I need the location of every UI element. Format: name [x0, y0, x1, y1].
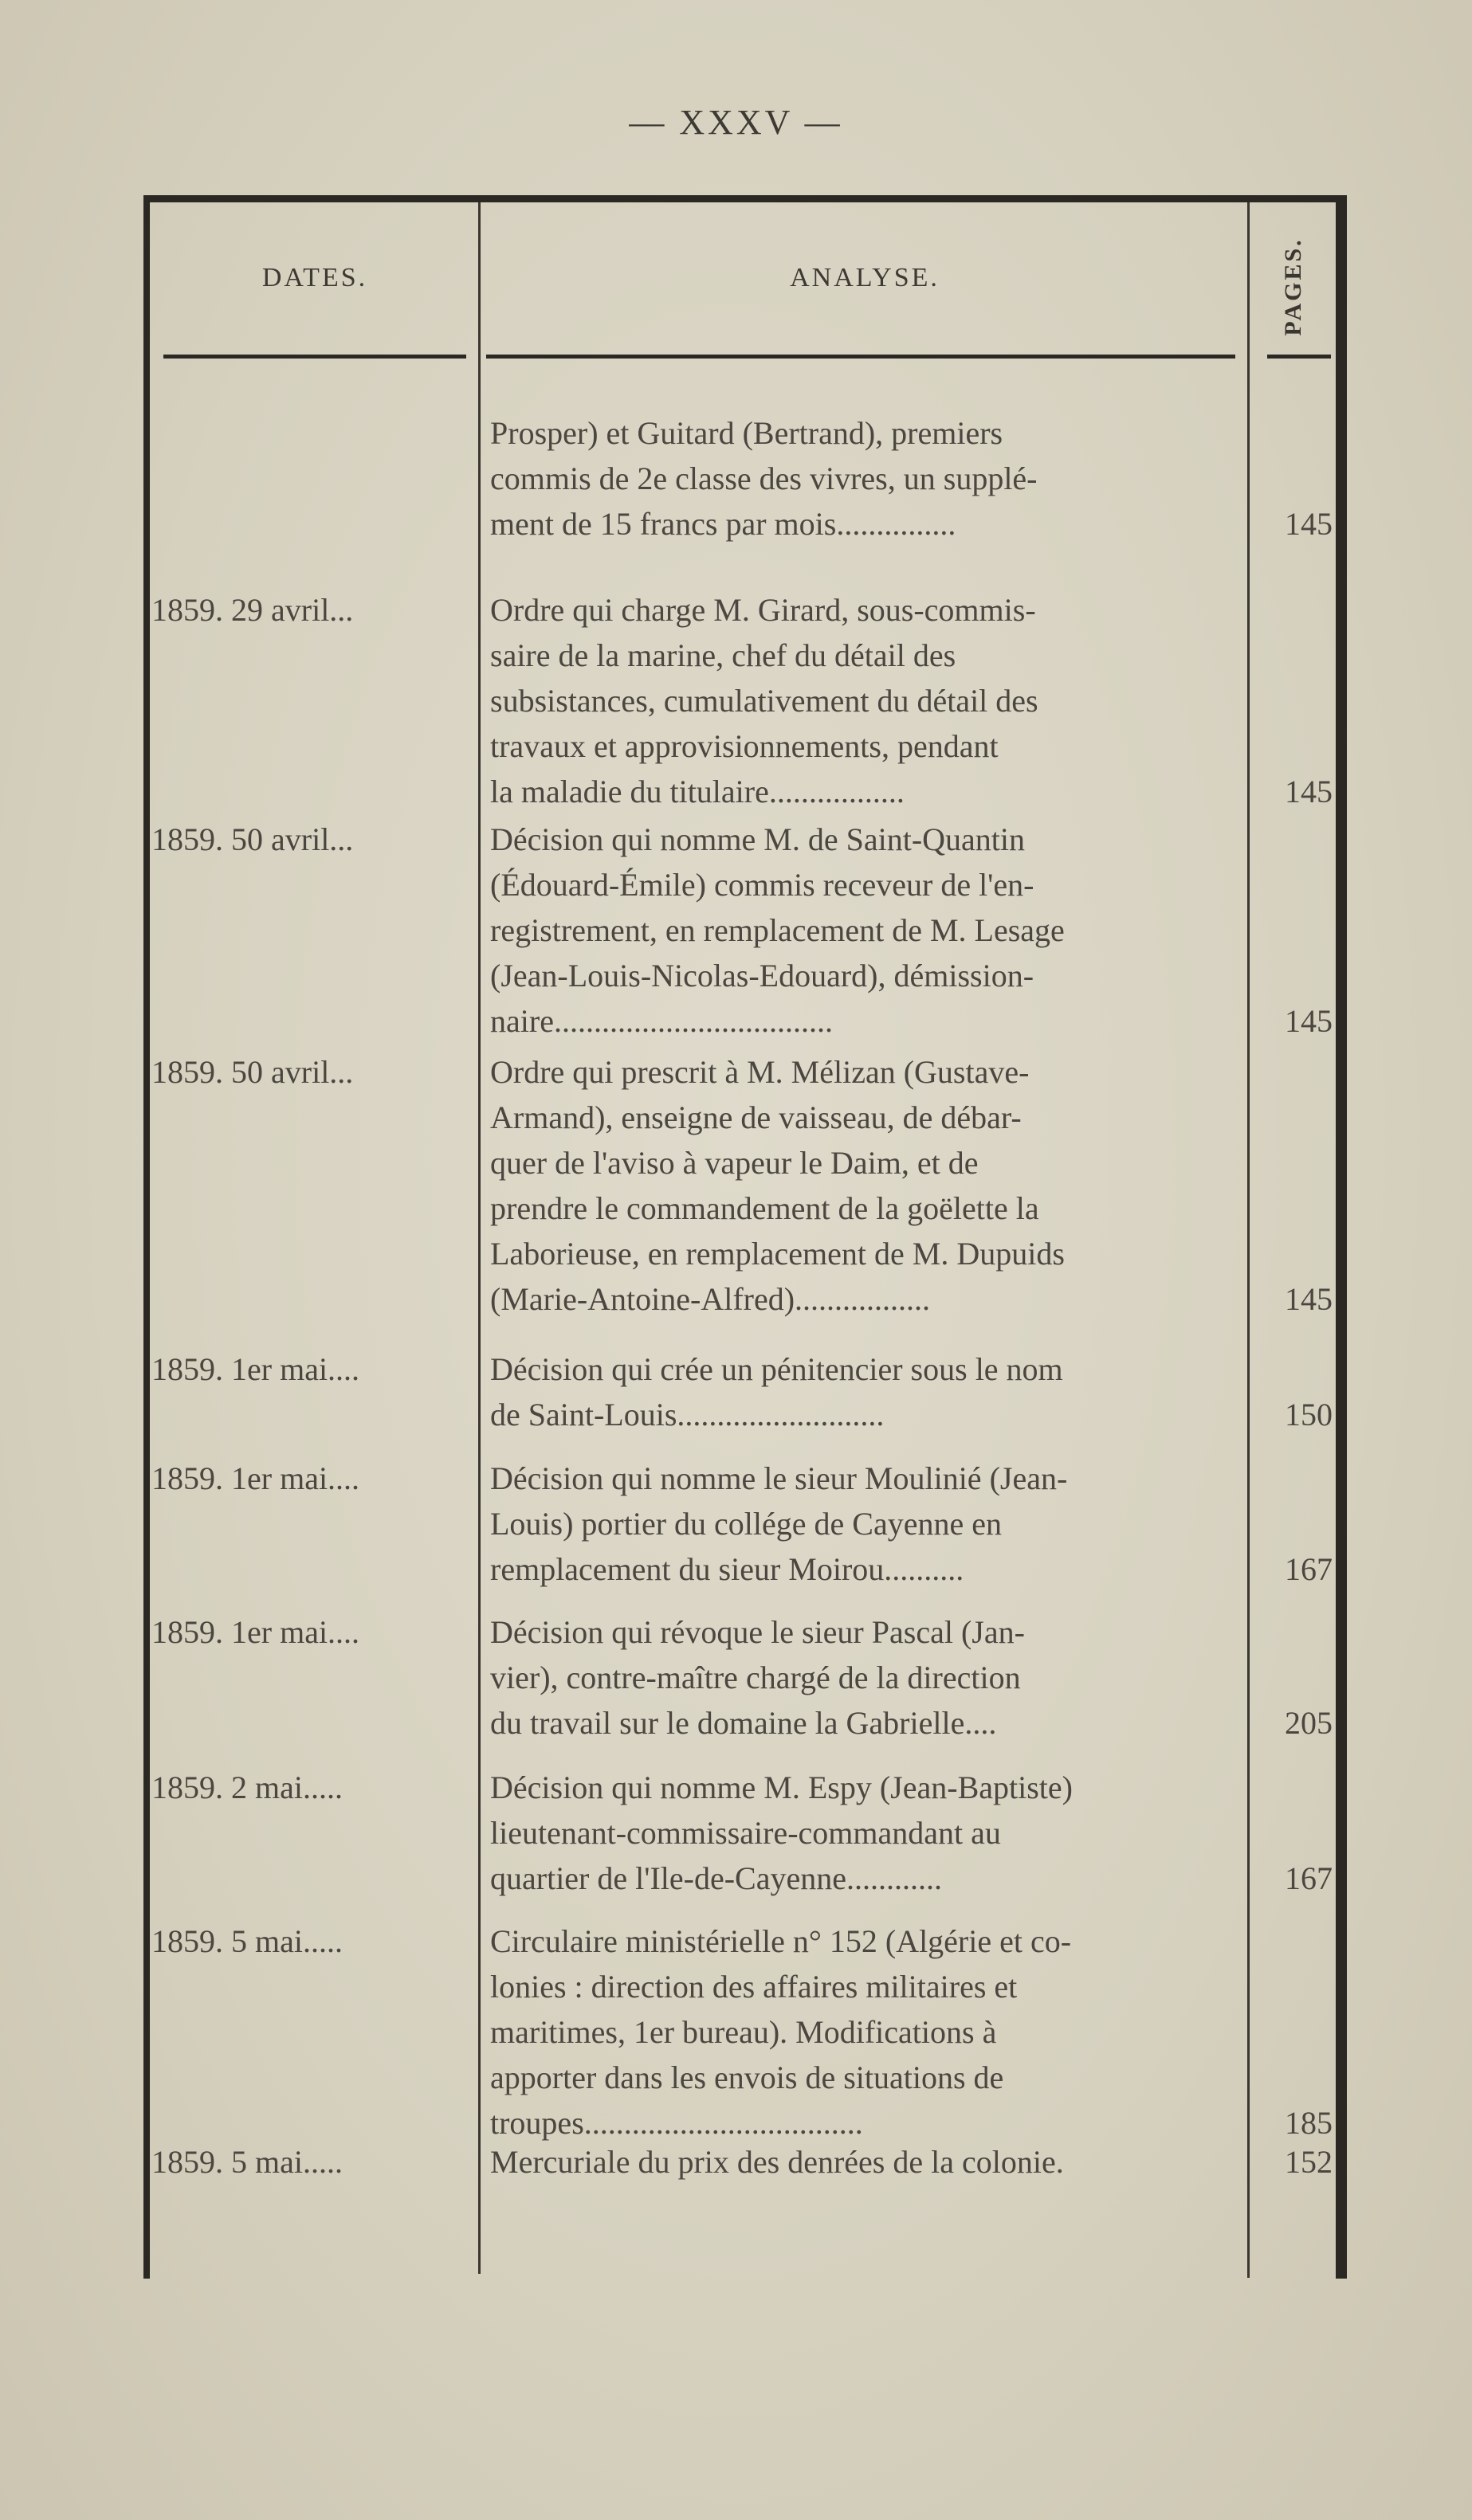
analysis-line: (Jean-Louis-Nicolas-Edouard), démission- — [490, 958, 1034, 993]
entry-analysis — [490, 1918, 1243, 2146]
table-frame — [143, 195, 1347, 2279]
analysis-line: (Marie-Antoine-Alfred)................. — [490, 1281, 931, 1317]
analysis-line: Décision qui nomme le sieur Moulinié (Jean- — [490, 1460, 1068, 1496]
page-number: — XXXV — — [629, 103, 843, 142]
entry-page-number: 145 — [1285, 774, 1333, 809]
analysis-line: naire................................... — [490, 1003, 833, 1039]
entry-date: 1859. 1er mai.... — [151, 1614, 360, 1650]
header-rule-pages — [1267, 355, 1331, 359]
analysis-line: maritimes, 1er bureau). Modifications à — [490, 2014, 997, 2050]
analysis-line: (Édouard-Émile) commis receveur de l'en- — [490, 867, 1034, 903]
analysis-line: Laborieuse, en remplacement de M. Dupuids — [490, 1236, 1065, 1272]
entry-date: 1859. 2 mai..... — [151, 1769, 343, 1805]
header-rule-dates — [163, 355, 466, 359]
analysis-line: prendre le commandement de la goëlette la — [490, 1190, 1039, 1226]
entry-analysis — [490, 817, 1243, 1044]
analysis-line: Ordre qui charge M. Girard, sous-commis- — [490, 592, 1036, 628]
entry-page-number: 185 — [1285, 2105, 1333, 2141]
entry-date: 1859. 50 avril... — [151, 821, 354, 857]
analysis-line: quer de l'aviso à vapeur le Daim, et de — [490, 1145, 979, 1181]
analysis-line: remplacement du sieur Moirou.......... — [490, 1551, 964, 1587]
analysis-line: Décision qui crée un pénitencier sous le nom — [490, 1351, 1063, 1387]
entry-date: 1859. 50 avril... — [151, 1054, 354, 1090]
header-pages-label: PAGES. — [1279, 237, 1306, 336]
analysis-line: la maladie du titulaire................. — [490, 774, 905, 809]
header-analyse: ANALYSE. — [790, 263, 940, 292]
entry-analysis — [490, 1456, 1243, 1592]
analysis-line: Décision qui nomme M. Espy (Jean-Baptiste) — [490, 1769, 1073, 1805]
analysis-line: vier), contre-maître chargé de la direction — [490, 1660, 1021, 1695]
column-divider-dates — [478, 202, 481, 2274]
analysis-line: saire de la marine, chef du détail des — [490, 637, 956, 673]
entry-page-number: 205 — [1285, 1705, 1333, 1741]
entry-analysis — [490, 587, 1243, 814]
column-divider-pages — [1247, 202, 1250, 2278]
header-dates: DATES. — [261, 263, 368, 292]
entry-page-number: 152 — [1285, 2144, 1333, 2180]
entry-date: 1859. 29 avril... — [151, 592, 354, 628]
analysis-line: quartier de l'Ile-de-Cayenne............ — [490, 1860, 942, 1896]
entry-page-number: 145 — [1285, 1281, 1333, 1317]
top-rule — [143, 195, 1347, 202]
analysis-line: du travail sur le domaine la Gabrielle.... — [490, 1705, 997, 1741]
analysis-line: Décision qui révoque le sieur Pascal (Jan- — [490, 1614, 1025, 1650]
analysis-line: subsistances, cumulativement du détail des — [490, 683, 1038, 719]
right-rule — [1336, 195, 1347, 2279]
analysis-line: Ordre qui prescrit à M. Mélizan (Gustave- — [490, 1054, 1030, 1090]
analysis-line: Circulaire ministérielle n° 152 (Algérie et co- — [490, 1923, 1072, 1959]
entry-page-number: 145 — [1285, 1003, 1333, 1039]
analysis-line: apporter dans les envois de situations de — [490, 2060, 1004, 2095]
entry-analysis — [490, 1609, 1243, 1746]
analysis-line: Louis) portier du collége de Cayenne en — [490, 1506, 1002, 1542]
analysis-line: de Saint-Louis.......................... — [490, 1397, 885, 1432]
header-rule-analyse — [486, 355, 1235, 359]
entry-page-number: 167 — [1285, 1860, 1333, 1896]
entry-page-number: 150 — [1285, 1397, 1333, 1432]
entry-date: 1859. 5 mai..... — [151, 2144, 343, 2180]
entry-page-number: 167 — [1285, 1551, 1333, 1587]
entry-date: 1859. 5 mai..... — [151, 1923, 343, 1959]
entry-analysis — [490, 410, 1243, 547]
entry-analysis — [490, 2139, 1243, 2185]
entry-page-number: 145 — [1285, 506, 1333, 542]
analysis-line: lieutenant-commissaire-commandant au — [490, 1815, 1001, 1851]
left-rule — [143, 195, 150, 2279]
analysis-line: Décision qui nomme M. de Saint-Quantin — [490, 821, 1026, 857]
analysis-line: Armand), enseigne de vaisseau, de débar- — [490, 1099, 1022, 1135]
entry-date: 1859. 1er mai.... — [151, 1460, 360, 1496]
header-pages — [1255, 215, 1331, 359]
entry-analysis — [490, 1049, 1243, 1322]
analysis-line: registrement, en remplacement de M. Lesage — [490, 912, 1065, 948]
entry-analysis — [490, 1765, 1243, 1901]
analysis-line: lonies : direction des affaires militaires et — [490, 1969, 1018, 2005]
entry-analysis — [490, 1346, 1243, 1437]
analysis-line: Mercuriale du prix des denrées de la colonie. — [490, 2144, 1064, 2180]
analysis-line: troupes................................... — [490, 2105, 863, 2141]
analysis-line: ment de 15 francs par mois............... — [490, 506, 956, 542]
analysis-line: travaux et approvisionnements, pendant — [490, 728, 999, 764]
entry-date: 1859. 1er mai.... — [151, 1351, 360, 1387]
analysis-line: Prosper) et Guitard (Bertrand), premiers — [490, 415, 1003, 451]
analysis-line: commis de 2e classe des vivres, un supplé- — [490, 460, 1038, 496]
